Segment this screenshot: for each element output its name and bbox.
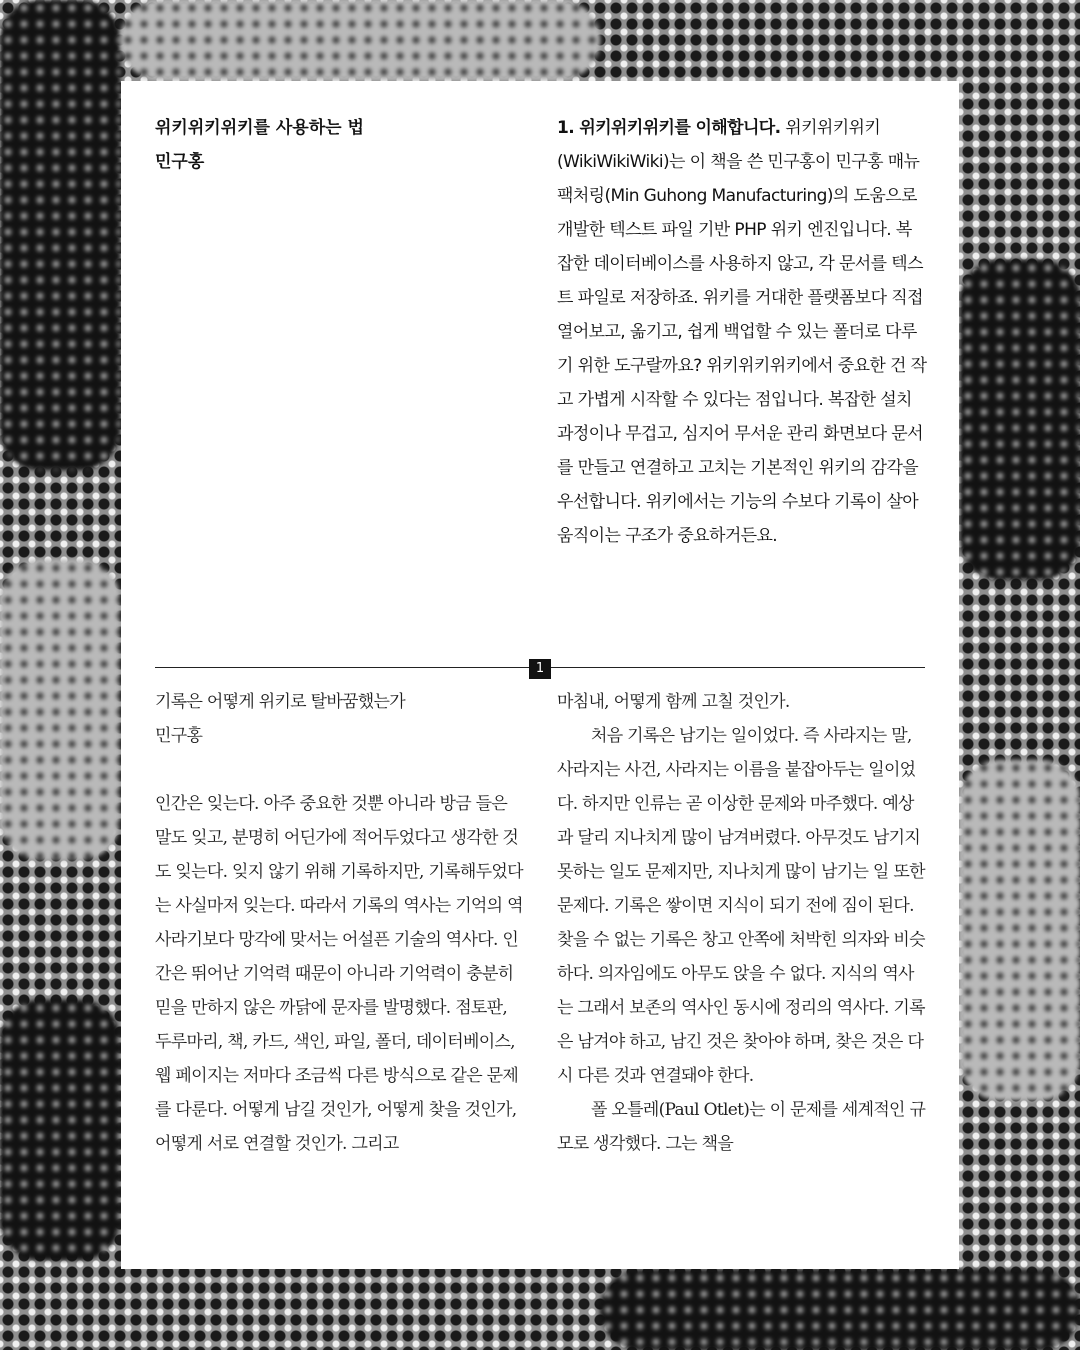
background-dark-patch: [600, 1270, 1080, 1350]
background-dark-patch: [0, 1000, 120, 1260]
essay-right-paragraph-2: 폴 오틀레(Paul Otlet)는 이 문제를 세계적인 규모로 생각했다. 그는 책을: [557, 1100, 926, 1154]
essay-title: 기록은 어떻게 위키로 탈바꿈했는가: [155, 692, 405, 712]
page-number-badge: 1: [529, 659, 551, 679]
essay-left-column: [155, 685, 527, 1161]
essay-right-paragraph-1: 처음 기록은 남기는 일이었다. 즉 사라지는 말, 사라지는 사건, 사라지는 이름을 붙잡아두는 일이었다. 하지만 인류는 곧 이상한 문제와 마주했다. 예상과 달리 지나치게 많이 남겨버렸다. 아무것도 남기지 못하는 일도 문제지만, 지나치게 많이 남기는 일 또한 문제다. 기록은 쌓이면 지식이 되기 전에 짐이 된다. 찾을 수 없는 기록은 창고 안쪽에 처박힌 의자와 비슷하다. 의자임에도 아무도 앉을 수 없다. 지식의 역사는 그래서 보존의 역사인 동시에 정리의 역사다. 기록은 남겨야 하고, 남긴 것은 찾아야 하며, 찾은 것은 다시 다른 것과 연결돼야 한다.: [557, 726, 925, 1086]
essay-left-paragraph: 인간은 잊는다. 아주 중요한 것뿐 아니라 방금 들은 말도 잊고, 분명히 어딘가에 적어두었다고 생각한 것도 잊는다. 잊지 않기 위해 기록하지만, 기록해두었다는 사실마저 잊는다. 따라서 기록의 역사는 기억의 역사라기보다 망각에 맞서는 어설픈 기술의 역사다. 인간은 뛰어난 기억력 때문이 아니라 기억력이 충분히 믿을 만하지 않은 까닭에 문자를 발명했다. 점토판, 두루마리, 책, 카드, 색인, 파일, 폴더, 데이터베이스, 웹 페이지는 저마다 조금씩 다른 방식으로 같은 문제를 다룬다. 어떻게 남길 것인가, 어떻게 찾을 것인가, 어떻게 서로 연결할 것인가. 그리고: [155, 794, 523, 1154]
top-author: 민구홍: [155, 152, 205, 172]
top-section-text: [557, 111, 927, 553]
essay-author: 민구홍: [155, 726, 203, 746]
background-dark-patch: [0, 0, 120, 470]
essay-right-first-line: 마침내, 어떻게 함께 고칠 것인가.: [557, 692, 790, 712]
background-light-patch: [0, 560, 120, 860]
essay-right-column: [557, 685, 929, 1161]
background-light-patch: [120, 0, 600, 80]
top-heading-block: [155, 111, 515, 179]
paragraph-gap: [155, 753, 527, 787]
top-title: 위키위키위키를 사용하는 법: [155, 118, 364, 138]
section-body: 위키위키위키(WikiWikiWiki)는 이 책을 쓴 민구홍이 민구홍 매뉴팩처링(Min Guhong Manufacturing)의 도움으로 개발한 텍스트 파일 기반 PHP 위키 엔진입니다. 복잡한 데이터베이스를 사용하지 않고, 각 문서를 텍스트 파일로 저장하죠. 위키를 거대한 플랫폼보다 직접 열어보고, 옮기고, 쉽게 백업할 수 있는 폴더로 다루기 위한 도구랄까요? 위키위키위키에서 중요한 건 작고 가볍게 시작할 수 있다는 점입니다. 복잡한 설치 과정이나 무겁고, 심지어 무서운 관리 화면보다 문서를 만들고 연결하고 고치는 기본적인 위키의 감각을 우선합니다. 위키에서는 기능의 수보다 기록이 살아 움직이는 구조가 중요하거든요.: [557, 118, 927, 546]
background-dark-patch: [960, 260, 1080, 580]
background-light-patch: [960, 760, 1080, 1100]
section-lead: 1. 위키위키위키를 이해합니다.: [557, 118, 781, 138]
book-page: [121, 81, 959, 1269]
